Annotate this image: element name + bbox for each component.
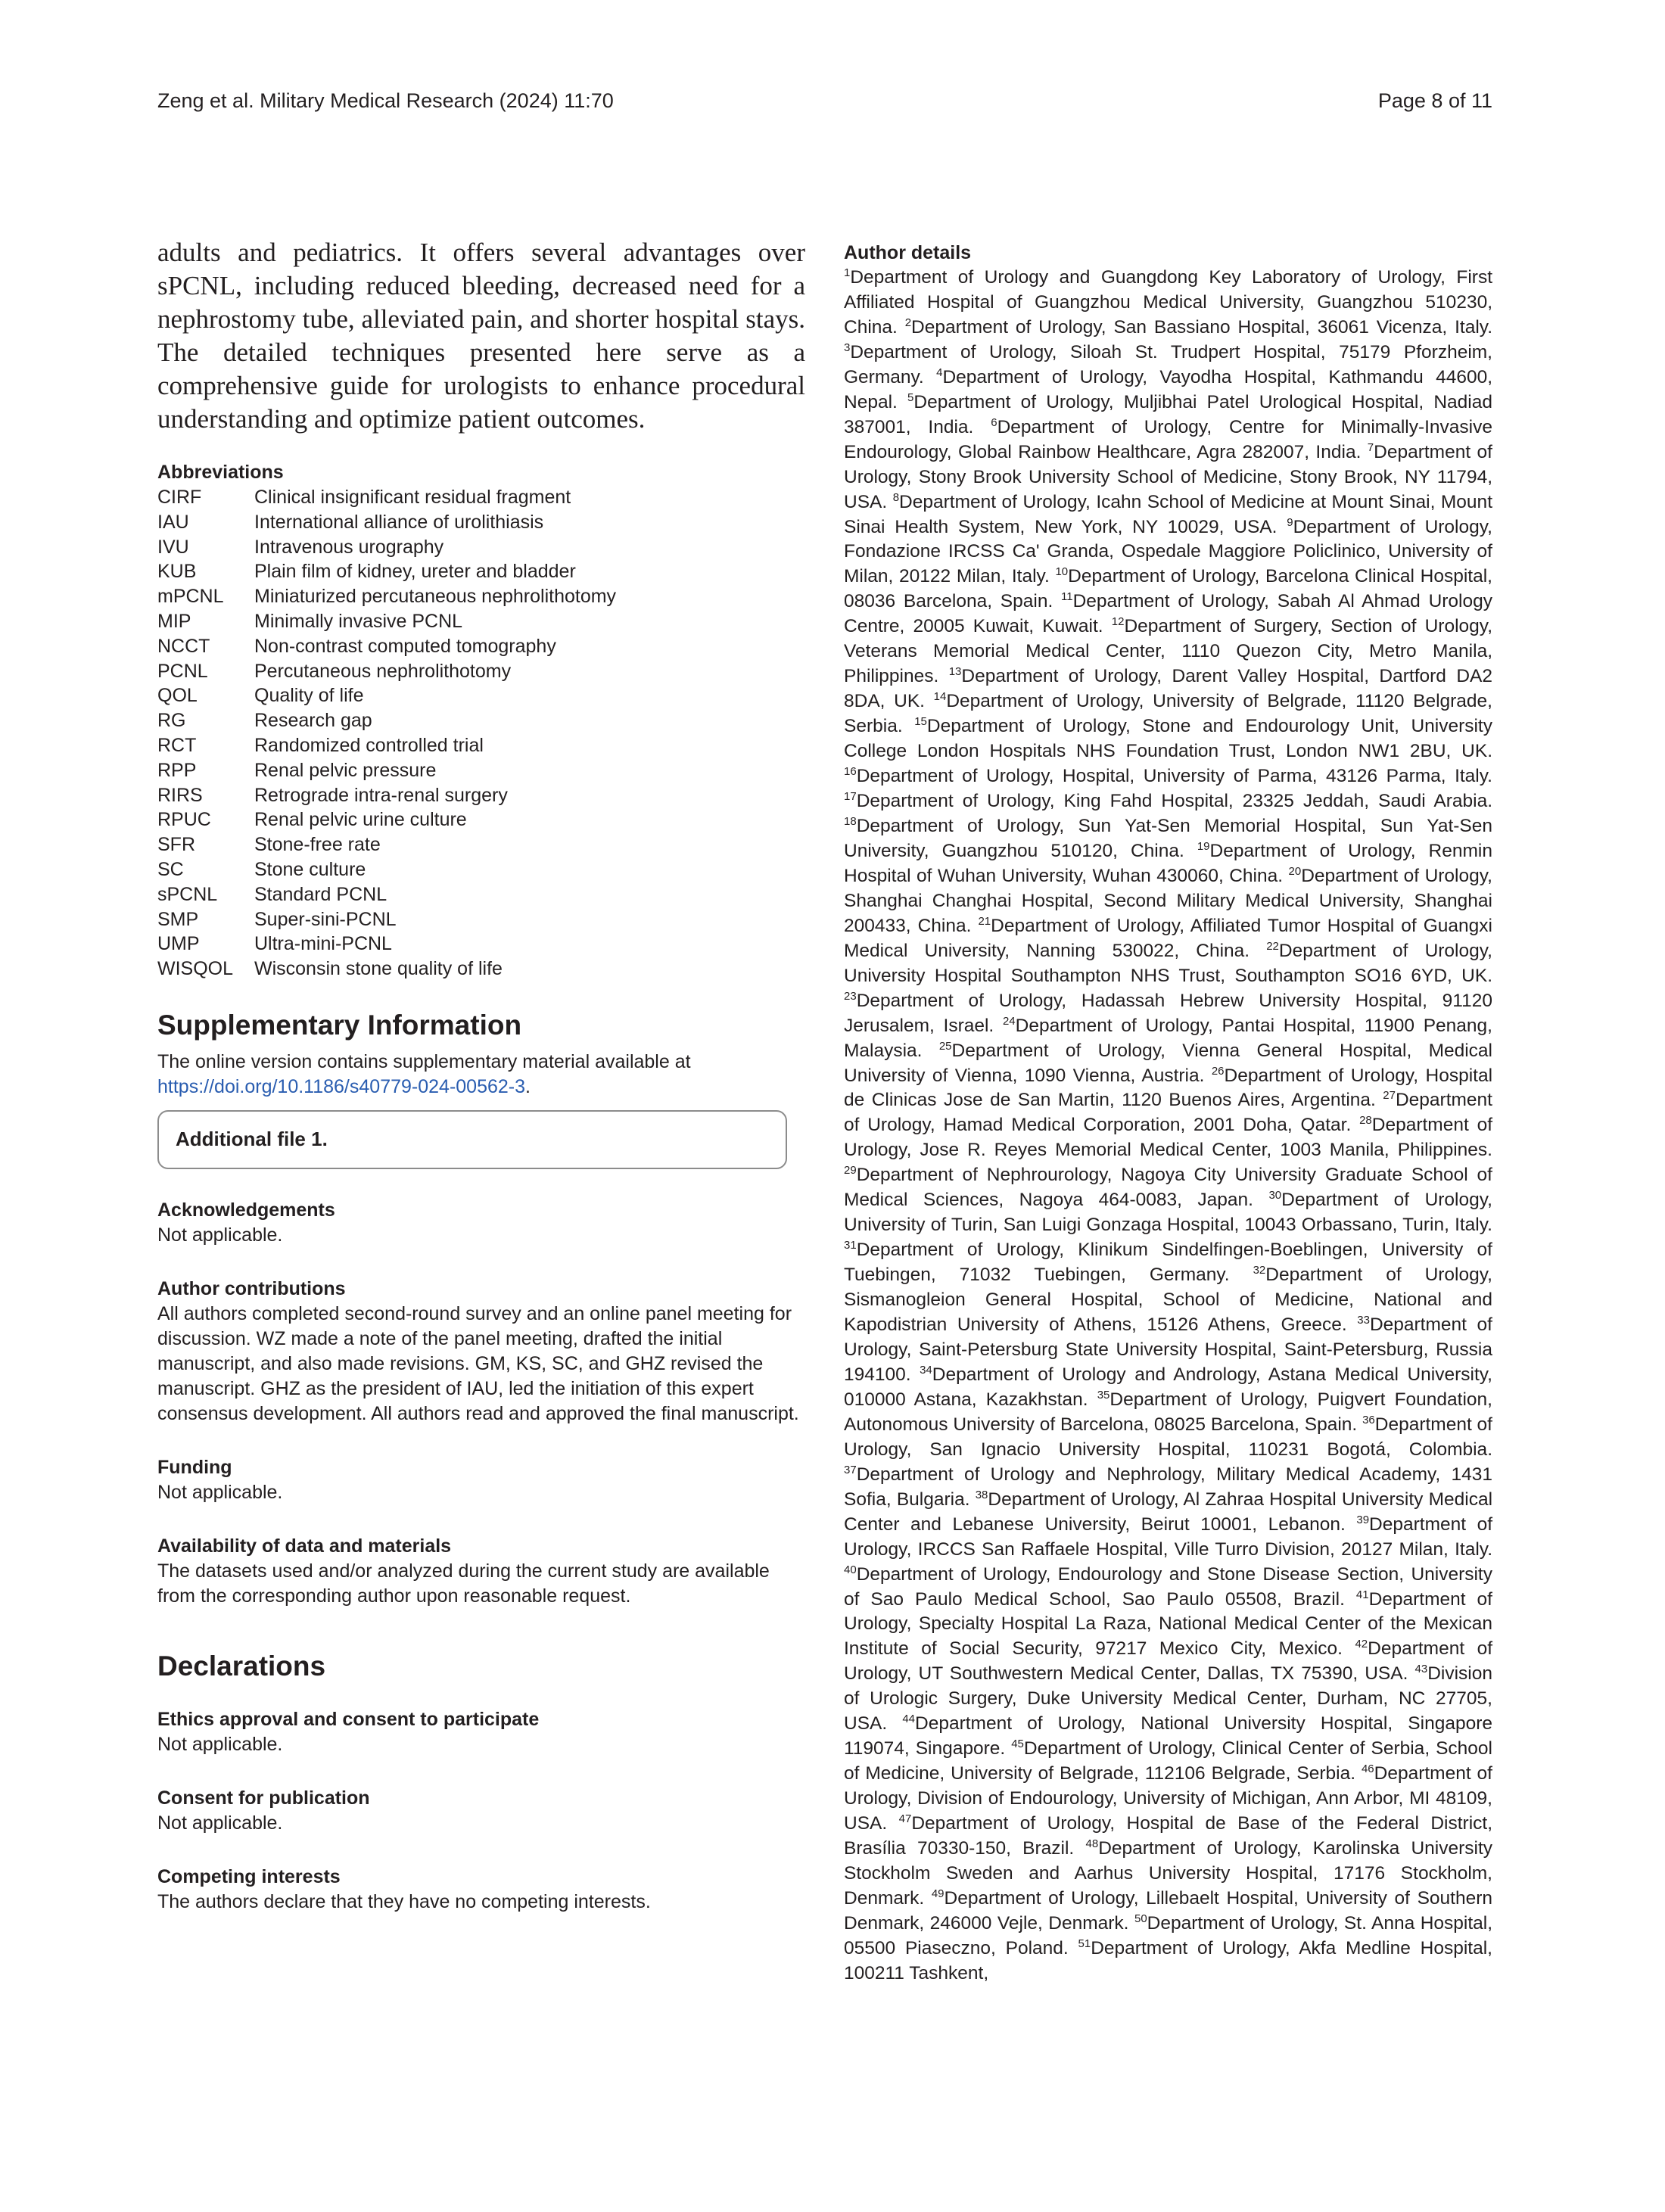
affiliation-name: Department of Urology, Muljibhai Patel Urological Hospital, Nadiad 387001, India.	[844, 391, 1492, 437]
affiliation-number: 14	[933, 690, 947, 704]
abbreviation-row	[157, 485, 805, 510]
affiliation-number: 13	[948, 665, 962, 679]
affiliation-name: Department of Urology, Barcelona Clinical Hospital, 08036 Barcelona, Spain.	[844, 566, 1492, 612]
supplementary-lead: The online version contains supplementary material available at	[157, 1050, 691, 1072]
availability-section	[157, 1534, 805, 1609]
abbreviation-code: PCNL	[157, 660, 208, 682]
affiliation-name: Department of Urology, Hospital, University of Parma, 43126 Parma, Italy.	[856, 766, 1492, 787]
supplementary-doi-link[interactable]: https://doi.org/10.1186/s40779-024-00562-3	[157, 1075, 526, 1097]
affiliation-name: Department of Urology, Vayodha Hospital, Kathmandu 44600, Nepal.	[844, 366, 1492, 412]
competing-section	[157, 1865, 805, 1915]
supplementary-heading: Supplementary Information	[157, 1009, 522, 1041]
affiliation-number: 4	[936, 366, 943, 379]
declarations-heading: Declarations	[157, 1650, 326, 1682]
abbreviation-row	[157, 857, 805, 882]
affiliation-number: 12	[1111, 615, 1125, 629]
abbreviation-row	[157, 758, 805, 783]
affiliation-name: Department of Urology, Fondazione IRCSS Ca' Granda, Ospedale Maggiore Policlinico, University of Milan, 20122 Milan, Italy.	[844, 516, 1492, 587]
abbreviations-section	[157, 460, 805, 982]
affiliation-number: 35	[1097, 1388, 1110, 1402]
abbreviation-code: sPCNL	[157, 883, 218, 905]
affiliation-name: Department of Urology, Vienna General Hospital, Medical University of Vienna, 1090 Vienna, Austria.	[844, 1040, 1493, 1086]
affiliation-number: 36	[1362, 1413, 1375, 1426]
affiliation-item	[844, 766, 1492, 786]
abbreviation-code: SFR	[157, 834, 195, 856]
abbreviation-code: CIRF	[157, 487, 202, 508]
page-number: Page 8 of 11	[1377, 89, 1492, 112]
affiliation-number: 11	[1061, 590, 1073, 604]
abbreviation-code: RG	[157, 710, 186, 732]
affiliation-item	[905, 317, 1492, 338]
affiliation-number: 40	[844, 1563, 857, 1576]
affiliation-name: Department of Urology, Puigvert Foundation, Autonomous University of Barcelona, 08025 Barcelona, Spain.	[844, 1389, 1492, 1435]
abbreviation-code: RIRS	[157, 784, 203, 806]
affiliation-number: 22	[1266, 939, 1279, 953]
affiliation-number: 18	[844, 814, 857, 828]
affiliation-number: 7	[1367, 440, 1374, 454]
abbreviation-code: RPP	[157, 759, 197, 781]
declarations-section	[157, 1648, 805, 1915]
abbreviation-row	[157, 882, 805, 907]
abbreviation-meaning: Quality of life	[254, 685, 364, 707]
affiliation-number: 6	[991, 415, 997, 429]
affiliation-number: 10	[1055, 565, 1069, 579]
affiliation-number: 24	[1002, 1014, 1016, 1028]
intro-paragraph: adults and pediatrics. It offers several advantages over sPCNL, including reduced bleeding, decreased need for a nephrostomy tube, alleviated pain, and shorter hospital stays. The detailed techniques presented here serve as a comprehensive guide for urologists to enhance procedural understanding and optimize patient outcomes.	[157, 238, 805, 434]
acknowledgements-heading: Acknowledgements	[157, 1199, 335, 1221]
consent-heading: Consent for publication	[157, 1787, 370, 1809]
ethics-text: Not applicable.	[157, 1733, 283, 1755]
affiliation-number: 9	[1287, 515, 1293, 529]
affiliation-number: 25	[938, 1039, 952, 1053]
competing-heading: Competing interests	[157, 1865, 341, 1887]
affiliation-number: 46	[1361, 1762, 1374, 1776]
affiliation-number: 26	[1211, 1064, 1225, 1078]
affiliation-number: 45	[1011, 1738, 1024, 1751]
affiliation-number: 1	[844, 266, 851, 279]
abbreviation-row	[157, 708, 805, 733]
affiliation-number: 17	[844, 790, 857, 804]
affiliation-number: 48	[1085, 1837, 1099, 1851]
affiliation-number: 20	[1288, 864, 1302, 878]
abbreviation-meaning: Randomized controlled trial	[254, 734, 484, 756]
affiliation-number: 3	[844, 341, 851, 354]
affiliation-name: Department of Urology and Nephrology, Military Medical Academy, 1431 Sofia, Bulgaria.	[844, 1464, 1492, 1510]
affiliation-name: Department of Urology, Icahn School of Medicine at Mount Sinai, Mount Sinai Health System, New York, NY 10029, USA.	[844, 491, 1492, 537]
abbreviation-meaning: Non-contrast computed tomography	[254, 635, 556, 657]
affiliation-number: 41	[1355, 1588, 1369, 1601]
page-header	[157, 89, 1492, 120]
abbreviation-row	[157, 932, 805, 957]
abbreviation-meaning: Renal pelvic urine culture	[254, 809, 467, 831]
abbreviation-code: IVU	[157, 536, 189, 558]
affiliation-name: Department of Urology, Al Zahraa Hospital University Medical Center and Lebanese University, Beirut 10001, Lebanon.	[844, 1489, 1493, 1535]
abbreviation-meaning: Renal pelvic pressure	[254, 759, 437, 781]
affiliation-name: Department of Urology, Darent Valley Hospital, Dartford DA2 8DA, UK.	[844, 666, 1492, 712]
affiliation-name: Department of Nephrourology, Nagoya City University Graduate School of Medical Sciences, Nagoya 464-0083, Japan.	[844, 1165, 1492, 1211]
affiliation-number: 19	[1197, 839, 1210, 853]
abbreviation-meaning: Stone-free rate	[254, 834, 381, 856]
affiliation-name: Department of Urology, University of Belgrade, 11120 Belgrade, Serbia.	[844, 691, 1492, 737]
affiliation-name: Department of Urology, National University Hospital, Singapore 119074, Singapore.	[844, 1713, 1492, 1759]
additional-file-label: Additional file 1.	[176, 1128, 328, 1151]
affiliation-name: Department of Urology, Hadassah Hebrew University Hospital, 91120 Jerusalem, Israel.	[844, 990, 1492, 1036]
abbreviation-code: UMP	[157, 933, 200, 955]
abbreviation-meaning: Standard PCNL	[254, 883, 387, 905]
competing-text: The authors declare that they have no competing interests.	[157, 1890, 651, 1912]
abbreviation-meaning: Stone culture	[254, 858, 366, 880]
affiliation-number: 44	[902, 1713, 915, 1726]
abbreviation-row	[157, 510, 805, 535]
affiliation-number: 47	[898, 1812, 912, 1826]
affiliation-number: 8	[892, 490, 900, 504]
abbreviation-row	[157, 907, 805, 932]
affiliation-number: 50	[1134, 1912, 1147, 1925]
affiliation-name: Department of Urology, St. Anna Hospital, 05500 Piaseczno, Poland.	[844, 1912, 1493, 1958]
right-column	[844, 241, 1492, 1986]
affiliation-name: Department of Urology, Sismanogleion General Hospital, School of Medicine, National and Kapodistrian University of Athens, 15126 Athens, Greece.	[844, 1265, 1492, 1336]
affiliation-name: Department of Urology, Akfa Medline Hospital, 100211 Tashkent,	[844, 1937, 1492, 1983]
abbreviation-row	[157, 634, 805, 659]
affiliation-name: Department of Urology, University of Turin, San Luigi Gonzaga Hospital, 10043 Orbassano, Turin, Italy.	[844, 1190, 1492, 1236]
affiliation-item	[844, 716, 1492, 761]
affiliation-name: Department of Urology and Andrology, Astana Medical University, 010000 Astana, Kazakhstan.	[844, 1364, 1492, 1410]
abbreviation-code: QOL	[157, 685, 198, 707]
affiliation-name: Department of Urology, Pantai Hospital, 11900 Penang, Malaysia.	[844, 1015, 1492, 1061]
affiliation-number: 27	[1383, 1089, 1396, 1103]
ethics-section	[157, 1707, 805, 1757]
affiliation-name: Department of Urology, Karolinska University Stockholm Sweden and Aarhus University Hospital, 17176 Stockholm, Denmark.	[844, 1838, 1492, 1909]
affiliation-name: Department of Urology, Clinical Center of Serbia, School of Medicine, University of Belgrade, 112106 Belgrade, Serbia.	[844, 1738, 1493, 1784]
abbreviation-meaning: Super-sini-PCNL	[254, 908, 397, 930]
affiliation-number: 31	[844, 1239, 857, 1252]
availability-text: The datasets used and/or analyzed during the current study are available from the corresponding author upon reasonable request.	[157, 1560, 770, 1607]
affiliation-name: Department of Surgery, Section of Urology, Veterans Memorial Medical Center, 1110 Quezon City, Metro Manila, Philippines.	[844, 616, 1493, 687]
acknowledgements-text: Not applicable.	[157, 1224, 283, 1246]
affiliation-number: 39	[1356, 1513, 1370, 1526]
abbreviation-meaning: Research gap	[254, 710, 372, 732]
abbreviation-row	[157, 659, 805, 684]
abbreviation-row	[157, 733, 805, 758]
affiliation-name: Department of Urology, Sun Yat-Sen Memorial Hospital, Sun Yat-Sen University, Guangzhou 510120, China.	[844, 815, 1492, 861]
ethics-heading: Ethics approval and consent to participate	[157, 1708, 540, 1730]
author-details-heading: Author details	[844, 242, 972, 263]
left-column	[157, 236, 805, 1915]
abbreviation-meaning: Wisconsin stone quality of life	[254, 958, 503, 980]
abbreviation-row	[157, 584, 805, 609]
affiliation-name: Department of Urology, Jose R. Reyes Memorial Medical Center, 1003 Manila, Philippines.	[844, 1115, 1492, 1161]
abbreviation-code: SMP	[157, 908, 199, 930]
abbreviations-list	[157, 485, 805, 982]
abbreviation-meaning: International alliance of urolithiasis	[254, 511, 544, 533]
abbreviation-row	[157, 807, 805, 832]
abbreviation-meaning: Minimally invasive PCNL	[254, 610, 463, 632]
affiliation-number: 42	[1355, 1638, 1368, 1651]
affiliation-name: Department of Urology, Centre for Minimally-Invasive Endourology, Global Rainbow Healthcare, Agra 282007, India.	[844, 416, 1492, 462]
abbreviation-code: mPCNL	[157, 586, 224, 608]
affiliation-name: Department of Urology, King Fahd Hospital, 23325 Jeddah, Saudi Arabia.	[856, 791, 1492, 812]
affiliation-name: Department of Urology, IRCCS San Raffaele Hospital, Ville Turro Division, 20127 Milan, Italy.	[844, 1514, 1493, 1560]
contributions-section	[157, 1277, 805, 1426]
affiliation-name: Department of Urology, University Hospital Southampton NHS Trust, Southampton SO16 6YD, UK.	[844, 940, 1492, 986]
affiliation-number: 32	[1253, 1264, 1266, 1277]
affiliation-number: 23	[844, 989, 857, 1003]
acknowledgements-section	[157, 1198, 805, 1248]
affiliation-name: Department of Urology, Sabah Al Ahmad Urology Centre, 20005 Kuwait, Kuwait.	[844, 591, 1492, 637]
journal-citation: Zeng et al. Military Medical Research (2024) 11:70	[157, 89, 614, 112]
affiliation-name: Department of Urology, UT Southwestern Medical Center, Dallas, TX 75390, USA.	[844, 1638, 1493, 1685]
supplementary-text: The online version contains supplementary material available at https://doi.org/10.1186/s40779-024-00562-3.	[157, 1050, 691, 1097]
additional-file-box[interactable]	[157, 1110, 787, 1169]
affiliation-name: Department of Urology, San Ignacio University Hospital, 110231 Bogotá, Colombia.	[844, 1414, 1492, 1460]
abbreviation-row	[157, 683, 805, 708]
affiliation-number: 49	[931, 1887, 945, 1900]
funding-section	[157, 1455, 805, 1505]
affiliation-number: 51	[1078, 1937, 1091, 1950]
abbreviation-code: IAU	[157, 511, 189, 533]
affiliation-number: 30	[1268, 1189, 1282, 1202]
abbreviation-code: NCCT	[157, 635, 210, 657]
funding-text: Not applicable.	[157, 1481, 283, 1503]
abbreviation-row	[157, 832, 805, 857]
abbreviations-heading: Abbreviations	[157, 462, 284, 483]
affiliation-name: Department of Urology, Shanghai Changhai Hospital, Second Military Medical University, Shanghai 200433, China.	[844, 865, 1492, 936]
affiliation-number: 29	[844, 1164, 857, 1178]
affiliation-name: Department of Urology, Renmin Hospital of Wuhan University, Wuhan 430060, China.	[844, 840, 1492, 886]
supplementary-section	[157, 1007, 805, 1169]
abbreviation-row	[157, 559, 805, 584]
affiliation-name: Department of Urology, Stony Brook University School of Medicine, Stony Brook, NY 11794, USA.	[844, 441, 1492, 512]
affiliation-name: Division of Urologic Surgery, Duke University Medical Center, Durham, NC 27705, USA.	[844, 1663, 1492, 1734]
affiliation-name: Department of Urology, Saint-Petersburg State University Hospital, Saint-Petersburg, Russia 194100.	[844, 1314, 1492, 1385]
affiliation-name: Department of Urology, Hamad Medical Corporation, 2001 Doha, Qatar.	[844, 1090, 1492, 1136]
funding-heading: Funding	[157, 1456, 232, 1478]
abbreviation-meaning: Clinical insignificant residual fragment	[254, 487, 571, 508]
abbreviation-row	[157, 609, 805, 634]
affiliation-number: 34	[920, 1363, 932, 1377]
affiliation-number: 16	[844, 765, 857, 779]
abbreviation-code: KUB	[157, 561, 197, 583]
affiliation-name: Department of Urology, Specialty Hospital La Raza, National Medical Center of the Mexican Institute of Social Security, 97217 Mexico City, Mexico.	[844, 1588, 1492, 1660]
abbreviation-row	[157, 535, 805, 560]
abbreviation-code: RPUC	[157, 809, 211, 831]
abbreviation-meaning: Intravenous urography	[254, 536, 444, 558]
abbreviation-meaning: Plain film of kidney, ureter and bladder	[254, 561, 576, 583]
affiliation-number: 37	[844, 1463, 857, 1476]
affiliation-number: 5	[907, 390, 914, 404]
abbreviation-row	[157, 957, 805, 982]
affiliation-number: 15	[914, 715, 927, 729]
affiliation-name: Department of Urology, Hospital de Clinicas Jose de San Martin, 1120 Buenos Aires, Argentina.	[844, 1065, 1493, 1111]
affiliation-name: Department of Urology, Stone and Endourology Unit, University College London Hospitals NHS Foundation Trust, London NW1 2BU, UK.	[844, 716, 1492, 762]
abbreviation-meaning: Percutaneous nephrolithotomy	[254, 660, 512, 682]
affiliation-name: Department of Urology, Division of Endourology, University of Michigan, Ann Arbor, MI 48109, USA.	[844, 1763, 1492, 1834]
abbreviation-code: WISQOL	[157, 958, 234, 980]
affiliation-name: Department of Urology, Affiliated Tumor Hospital of Guangxi Medical University, Nanning 530022, China.	[844, 915, 1492, 961]
affiliation-name: Department of Urology, Klinikum Sindelfingen-Boeblingen, University of Tuebingen, 71032 Tuebingen, Germany.	[844, 1240, 1492, 1286]
affiliation-name: Department of Urology, Lillebaelt Hospital, University of Southern Denmark, 246000 Vejle, Denmark.	[844, 1887, 1493, 1934]
affiliation-number: 28	[1359, 1114, 1372, 1128]
abbreviation-code: SC	[157, 858, 184, 880]
affiliation-number: 21	[978, 914, 991, 928]
abbreviation-row	[157, 783, 805, 808]
abbreviation-meaning: Retrograde intra-renal surgery	[254, 784, 508, 806]
affiliation-number: 2	[904, 316, 912, 329]
affiliation-name: Department of Urology, San Bassiano Hospital, 36061 Vicenza, Italy.	[911, 316, 1492, 338]
affiliation-number: 43	[1414, 1663, 1428, 1676]
availability-heading: Availability of data and materials	[157, 1535, 452, 1557]
affiliations-text	[844, 266, 1492, 1986]
abbreviation-meaning: Ultra-mini-PCNL	[254, 933, 392, 955]
affiliation-item	[844, 791, 1492, 811]
affiliation-name: Department of Urology, Hospital de Base of the Federal District, Brasília 70330-150, Brazil.	[844, 1813, 1493, 1859]
affiliation-number: 33	[1357, 1314, 1370, 1327]
affiliation-name: Department of Urology, Siloah St. Trudpert Hospital, 75179 Pforzheim, Germany.	[844, 341, 1492, 387]
contributions-text: All authors completed second-round survey and an online panel meeting for discussion. WZ made a note of the panel meeting, drafted the initial manuscript, and also made revisions. GM, KS, SC, and GHZ revised the manuscript. GHZ as the president of IAU, led the initiation of this expert consensus development. All authors read and approved the final manuscript.	[157, 1302, 799, 1424]
abbreviation-code: RCT	[157, 734, 197, 756]
consent-section	[157, 1786, 805, 1836]
affiliation-name: Department of Urology and Guangdong Key Laboratory of Urology, First Affiliated Hospital of Guangzhou Medical University, Guangzhou 510230, China.	[844, 267, 1492, 338]
contributions-heading: Author contributions	[157, 1277, 346, 1299]
affiliation-name: Department of Urology, Endourology and Stone Disease Section, University of Sao Paulo Medical School, Sao Paulo 05508, Brazil.	[844, 1563, 1492, 1610]
abbreviation-meaning: Miniaturized percutaneous nephrolithotomy	[254, 586, 617, 608]
abbreviation-code: MIP	[157, 610, 191, 632]
consent-text: Not applicable.	[157, 1812, 283, 1834]
affiliation-number: 38	[975, 1488, 988, 1501]
